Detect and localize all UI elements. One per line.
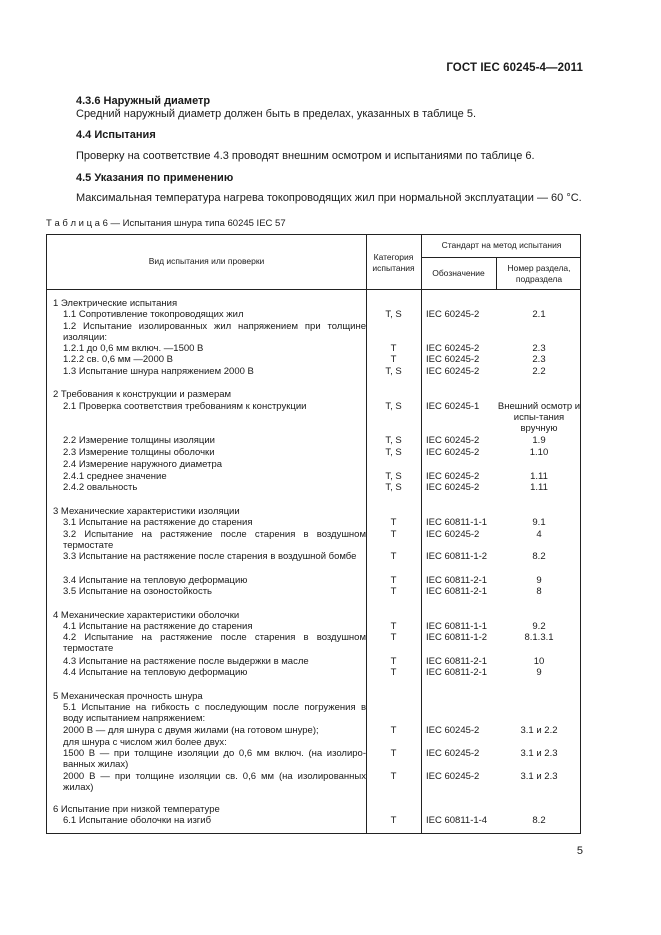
test-cell: 2.3 Измерение толщины оболочки	[63, 447, 215, 458]
category-cell: T	[390, 621, 397, 632]
designation-cell: IEC 60811-1-1	[426, 621, 488, 632]
test-cell: 2 Требования к конструкции и размерам	[53, 389, 232, 400]
test-cell: 2.4.1 среднее значение	[63, 471, 167, 482]
category-cell: T	[390, 517, 397, 528]
category-cell: T	[390, 575, 397, 586]
section-cell: 9	[536, 667, 542, 678]
test-cell: 1.2.2 св. 0,6 мм —2000 В	[63, 354, 174, 365]
section-cell: 2.3	[532, 354, 546, 365]
category-cell: T	[390, 725, 397, 736]
test-cell: 6 Испытание при низкой температуре	[53, 804, 220, 815]
test-cell: 3.2 Испытание на растяжение после старения в воздушном термостате	[63, 529, 366, 552]
section-cell: 1.11	[530, 471, 548, 482]
test-cell: 3.5 Испытание на озоностойкость	[63, 586, 212, 597]
page-number: 5	[576, 845, 583, 857]
category-cell: T	[390, 354, 397, 365]
designation-cell: IEC 60245-2	[426, 447, 480, 458]
designation-cell: IEC 60245-2	[426, 309, 480, 320]
category-cell: T, S	[385, 471, 402, 482]
category-cell: T, S	[385, 447, 402, 458]
section-cell: 9.2	[532, 621, 546, 632]
test-cell: 1.3 Испытание шнура напряжением 2000 В	[63, 366, 254, 377]
test-cell: 2000 В — при толщине изоляции св. 0,6 мм (на изолированных жилах)	[63, 771, 366, 794]
test-cell: 2.2 Измерение толщины изоляции	[63, 435, 215, 446]
section-cell: 10	[533, 656, 545, 667]
section-cell: 2.2	[532, 366, 546, 377]
designation-cell: IEC 60245-2	[426, 482, 480, 493]
header-category: Категория испытания	[372, 252, 415, 273]
category-cell: T	[390, 656, 397, 667]
section-text: Средний наружный диаметр должен быть в пределах, указанных в таблице 5.	[76, 108, 477, 120]
designation-cell: IEC 60811-1-4	[426, 815, 488, 826]
category-cell: T, S	[385, 366, 402, 377]
test-cell: 2000 В — для шнура с двумя жилами (на готовом шнуре);	[63, 725, 319, 736]
test-cell: 3 Механические характеристики изоляции	[53, 506, 240, 517]
designation-cell: IEC 60245-2	[426, 529, 480, 540]
designation-cell: IEC 60245-2	[426, 343, 480, 354]
section-cell: 3.1 и 2.3	[520, 748, 558, 759]
designation-cell: IEC 60245-2	[426, 725, 480, 736]
category-cell: T	[390, 551, 397, 562]
designation-cell: IEC 60245-2	[426, 354, 480, 365]
test-cell: 2.4 Измерение наружного диаметра	[63, 459, 223, 470]
test-cell: 4.1 Испытание на растяжение до старения	[63, 621, 253, 632]
section-cell: Внешний осмотр и испы-тания вручную	[497, 401, 581, 435]
designation-cell: IEC 60811-1-2	[426, 632, 488, 643]
section-text: Максимальная температура нагрева токопроводящих жил при нормальной эксплуатации — 60 °С.	[76, 192, 582, 204]
category-cell: T	[390, 343, 397, 354]
category-cell: T	[390, 771, 397, 782]
category-cell: T, S	[385, 435, 402, 446]
section-cell: 1.10	[529, 447, 549, 458]
test-cell: 5.1 Испытание на гибкость с последующим после погружения в воду испытанием напряжением:	[63, 702, 366, 725]
designation-cell: IEC 60245-2	[426, 771, 480, 782]
test-cell: 1500 В — при толщине изоляции до 0,6 мм включ. (на изолиро-ванных жилах)	[63, 748, 366, 771]
test-cell: 5 Механическая прочность шнура	[53, 691, 203, 702]
section-cell: 1.9	[532, 435, 546, 446]
test-cell: 4.4 Испытание на тепловую деформацию	[63, 667, 248, 678]
category-cell: T, S	[385, 482, 402, 493]
tests-table	[46, 234, 581, 834]
designation-cell: IEC 60811-2-1	[426, 586, 488, 597]
section-cell: 9.1	[532, 517, 546, 528]
header-section: Номер раздела, подраздела	[507, 263, 571, 284]
test-cell: 6.1 Испытание оболочки на изгиб	[63, 815, 212, 826]
designation-cell: IEC 60811-2-1	[426, 575, 488, 586]
section-cell: 8.2	[532, 815, 546, 826]
test-cell: 3.1 Испытание на растяжение до старения	[63, 517, 253, 528]
standard-code: ГОСТ IEC 60245-4—2011	[446, 62, 583, 74]
category-cell: T	[390, 667, 397, 678]
designation-cell: IEC 60811-1-2	[426, 551, 488, 562]
designation-cell: IEC 60245-2	[426, 748, 480, 759]
designation-cell: IEC 60245-1	[426, 401, 480, 412]
test-cell: 1.2.1 до 0,6 мм включ. —1500 В	[63, 343, 204, 354]
section-cell: 8.2	[532, 551, 546, 562]
test-cell: 3.4 Испытание на тепловую деформацию	[63, 575, 248, 586]
section-cell: 3.1 и 2.3	[520, 771, 558, 782]
test-cell: 4 Механические характеристики оболочки	[53, 610, 240, 621]
section-text: Проверку на соответствие 4.3 проводят внешним осмотром и испытаниями по таблице 6.	[76, 150, 535, 162]
section-heading: 4.3.6 Наружный диаметр	[76, 95, 211, 107]
designation-cell: IEC 60245-2	[426, 435, 480, 446]
designation-cell: IEC 60811-2-1	[426, 667, 488, 678]
designation-cell: IEC 60811-2-1	[426, 656, 488, 667]
test-cell: 2.4.2 овальность	[63, 482, 138, 493]
designation-cell: IEC 60245-2	[426, 471, 480, 482]
category-cell: T	[390, 815, 397, 826]
category-cell: T	[390, 529, 397, 540]
test-cell: 1.1 Сопротивление токопроводящих жил	[63, 309, 244, 320]
section-cell: 8	[536, 586, 542, 597]
designation-cell: IEC 60811-1-1	[426, 517, 488, 528]
section-cell: 2.1	[532, 309, 546, 320]
test-cell: 4.3 Испытание на растяжение после выдержки в масле	[63, 656, 309, 667]
section-heading: 4.5 Указания по применению	[76, 172, 234, 184]
section-cell: 2.3	[532, 343, 546, 354]
designation-cell: IEC 60245-2	[426, 366, 480, 377]
table-caption: Т а б л и ц а 6 — Испытания шнура типа 60245 IEC 57	[46, 218, 286, 229]
section-cell: 9	[536, 575, 542, 586]
category-cell: T, S	[385, 309, 402, 320]
header-designation: Обозначение	[432, 268, 485, 278]
section-heading: 4.4 Испытания	[76, 129, 156, 141]
test-cell: 1 Электрические испытания	[53, 298, 178, 309]
section-cell: 1.11	[530, 482, 548, 493]
category-cell: T	[390, 632, 397, 643]
test-cell: 2.1 Проверка соответствия требованиям к конструкции	[63, 401, 307, 412]
test-cell: для шнура с числом жил более двух:	[63, 737, 227, 748]
test-cell: 1.2 Испытание изолированных жил напряжением при толщине изоляции:	[63, 321, 366, 344]
category-cell: T	[390, 586, 397, 597]
test-cell: 3.3 Испытание на растяжение после старения в воздушной бомбе	[63, 551, 357, 562]
section-cell: 4	[536, 529, 542, 540]
header-test: Вид испытания или проверки	[148, 256, 265, 266]
category-cell: T, S	[385, 401, 402, 412]
section-cell: 8.1.3.1	[524, 632, 554, 643]
category-cell: T	[390, 748, 397, 759]
header-standard: Стандарт на метод испытания	[441, 240, 562, 250]
section-cell: 3.1 и 2.2	[520, 725, 558, 736]
test-cell: 4.2 Испытание на растяжение после старения в воздушном термостате	[63, 632, 366, 655]
